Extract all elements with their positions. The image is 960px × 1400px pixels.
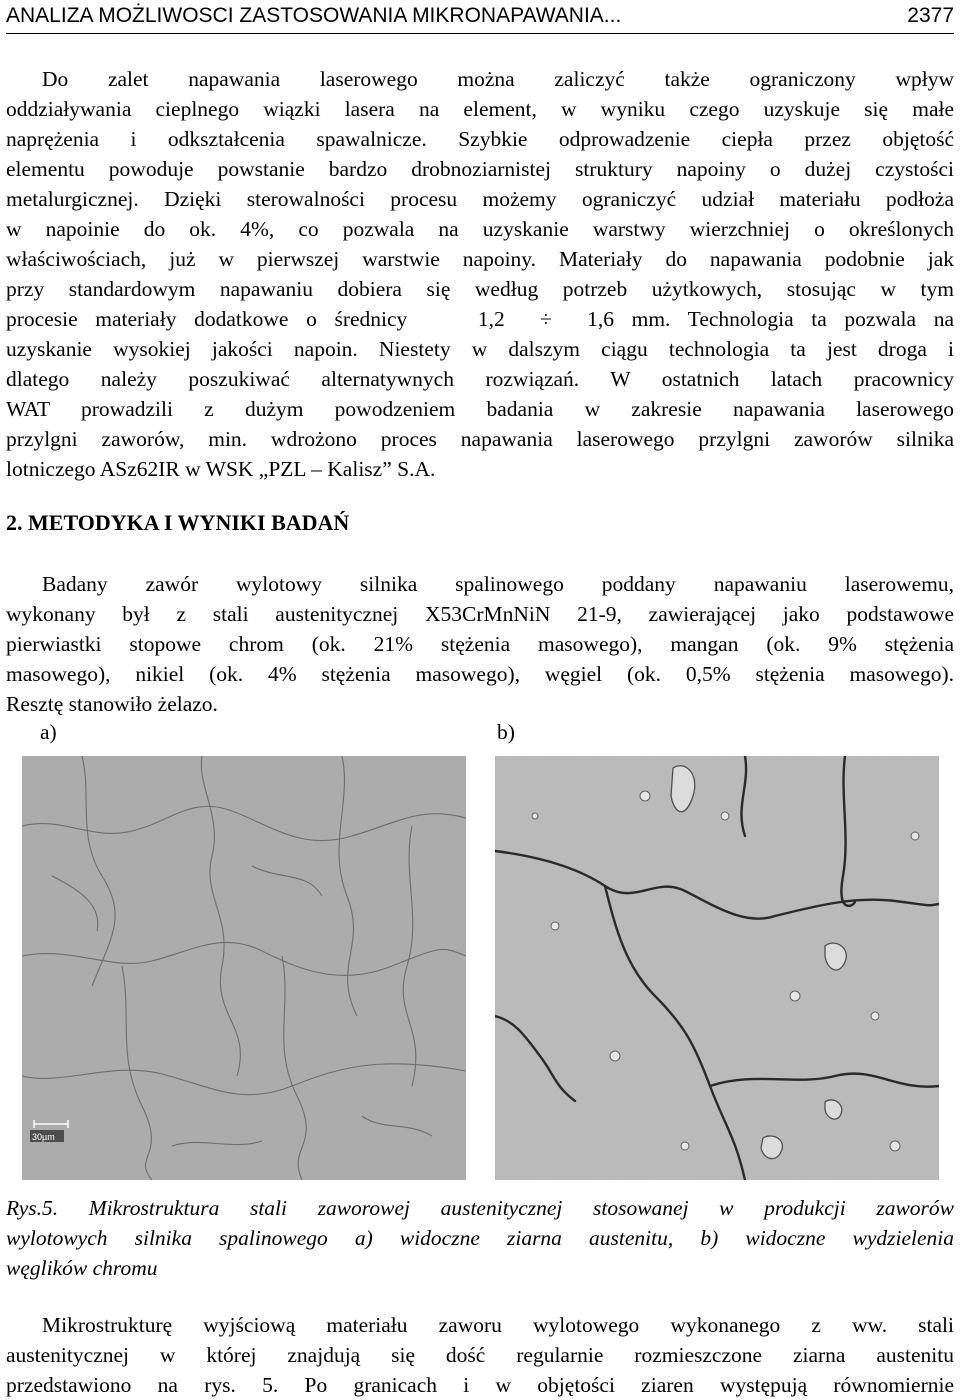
text-line: dlatego należy poszukiwać alternatywnych rozwiązań. W ostatnich latach pracownicy	[6, 367, 954, 391]
micrograph-b	[495, 756, 939, 1180]
text-line: pierwiastki stopowe chrom (ok. 21% stężenia masowego), mangan (ok. 9% stężenia	[6, 632, 954, 656]
text-line: wykonany był z stali austenitycznej X53CrMnNiN 21-9, zawierającej jako podstawowe	[6, 602, 954, 626]
text-line: w napoinie do ok. 4%, co pozwala na uzyskanie warstwy wierzchniej o określonych	[6, 217, 954, 241]
section-heading: 2. METODYKA I WYNIKI BADAŃ	[6, 510, 350, 535]
text-line: elementu powoduje powstanie bardzo drobnoziarnistej struktury napoiny o dużej czystości	[6, 157, 954, 181]
text-line: naprężenia i odkształcenia spawalnicze. Szybkie odprowadzenie ciepła przez objętość	[6, 127, 954, 151]
text-line: masowego), nikiel (ok. 4% stężenia masowego), węgiel (ok. 0,5% stężenia masowego).	[6, 662, 954, 686]
caption-line: węglików chromu	[6, 1256, 158, 1280]
caption-line: Rys.5. Mikrostruktura stali zaworowej austenitycznej stosowanej w produkcji zaworów	[6, 1196, 954, 1220]
text-line: uzyskanie wysokiej jakości napoin. Niestety w dalszym ciągu technologia ta jest droga i	[6, 337, 954, 361]
text-line: właściwościach, już w pierwszej warstwie napoiny. Materiały do napawania podobnie jak	[6, 247, 954, 271]
figure-caption	[6, 1193, 954, 1283]
text-line: Badany zawór wylotowy silnika spalinowego poddany napawaniu laserowemu,	[42, 572, 954, 596]
header-rule	[6, 33, 954, 34]
text-line: procesie materiały dodatkowe o średnicy 1,2 ÷ 1,6 mm. Technologia ta pozwala na	[6, 307, 954, 331]
text-line: metalurgicznej. Dzięki sterowalności procesu możemy ograniczyć udział materiału podłoża	[6, 187, 954, 211]
paragraph-materials	[6, 569, 954, 719]
figure-label-a: a)	[40, 720, 57, 744]
text-line: austenitycznej w której znajdują się dość regularnie rozmieszczone ziarna austenitu	[6, 1343, 954, 1367]
text-line: WAT prowadzili z dużym powodzeniem badania w zakresie napawania laserowego	[6, 397, 954, 421]
running-header	[6, 4, 954, 30]
text-line: oddziaływania cieplnego wiązki lasera na element, w wyniku czego uzyskuje się małe	[6, 97, 954, 121]
text-line: Do zalet napawania laserowego można zaliczyć także ograniczony wpływ	[42, 67, 954, 91]
text-line: przedstawiono na rys. 5. Po granicach i w objętości ziaren występują równomiernie	[6, 1373, 954, 1397]
scale-bar-label: 30µm	[32, 1132, 55, 1142]
micrograph-a	[22, 756, 466, 1180]
text-line: Mikrostrukturę wyjściową materiału zaworu wylotowego wykonanego z ww. stali	[42, 1313, 954, 1337]
page-number: 2377	[907, 4, 954, 27]
caption-line: wylotowych silnika spalinowego a) widoczne ziarna austenitu, b) widoczne wydzielenia	[6, 1226, 954, 1250]
paragraph-microstructure	[6, 1310, 954, 1400]
text-line: przy standardowym napawaniu dobiera się według potrzeb użytkowych, stosując w tym	[6, 277, 954, 301]
text-line: przylgni zaworów, min. wdrożono proces napawania laserowego przylgni zaworów silnika	[6, 427, 954, 451]
paragraph-intro	[6, 64, 954, 484]
running-title: ANALIZA MOŻLIWOSCI ZASTOSOWANIA MIKRONAPAWANIA...	[6, 4, 622, 27]
text-line: lotniczego ASz62IR w WSK „PZL – Kalisz” S.A.	[6, 457, 436, 481]
figure-label-b: b)	[497, 720, 515, 744]
text-line: Resztę stanowiło żelazo.	[6, 692, 218, 716]
